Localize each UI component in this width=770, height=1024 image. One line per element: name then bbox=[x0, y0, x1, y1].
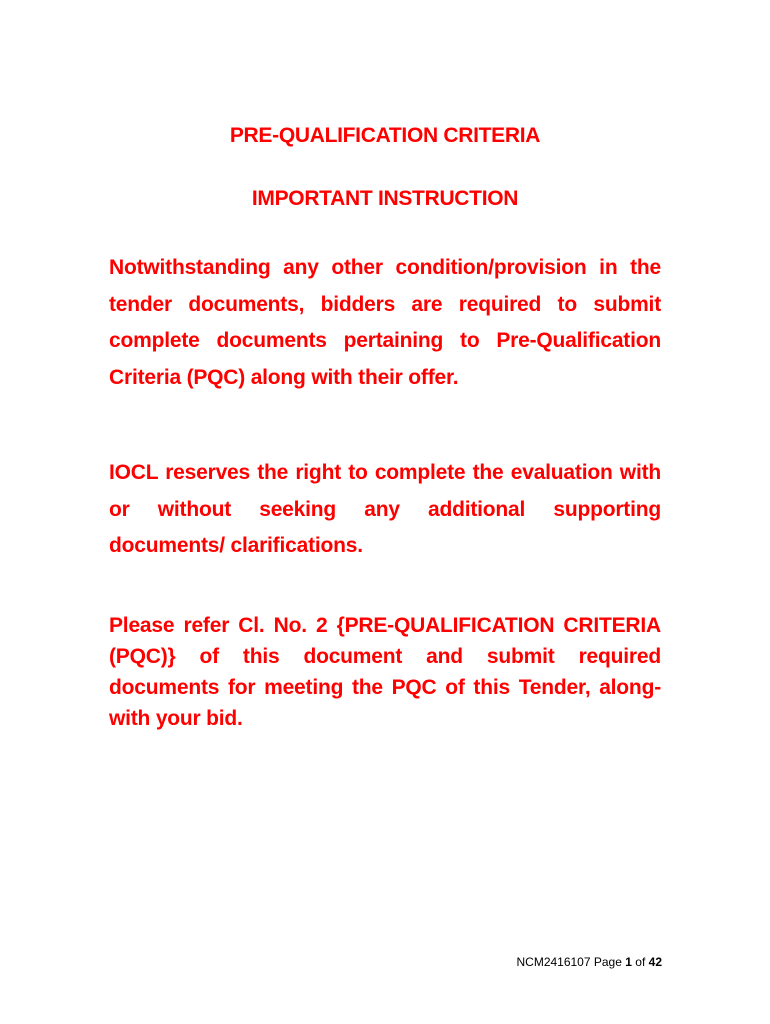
footer-page-number: 1 bbox=[625, 955, 632, 969]
paragraph-iocl-rights: IOCL reserves the right to complete the evaluation with or without seeking any additional supporting documents/ clarifications. bbox=[109, 461, 661, 557]
paragraph-pqc-submission: Notwithstanding any other condition/provision in the tender documents, bidders are required to submit complete documents pertaining to Pre-Qualification Criteria (PQC) along with their offer. bbox=[109, 256, 661, 389]
footer-doc-id: NCM2416107 bbox=[516, 955, 591, 969]
paragraph-refer-clause: Please refer Cl. No. 2 {PRE-QUALIFICATION CRITERIA (PQC)} of this document and submit required documents for meeting the PQC of this Tender, along-with your bid. bbox=[109, 614, 661, 730]
footer-total-pages: 42 bbox=[648, 955, 662, 969]
footer-page-word: Page bbox=[593, 955, 622, 969]
document-subtitle: IMPORTANT INSTRUCTION bbox=[251, 187, 519, 210]
page-footer bbox=[516, 955, 662, 969]
document-title: PRE-QUALIFICATION CRITERIA bbox=[229, 124, 541, 147]
footer-of-word: of bbox=[635, 955, 646, 969]
